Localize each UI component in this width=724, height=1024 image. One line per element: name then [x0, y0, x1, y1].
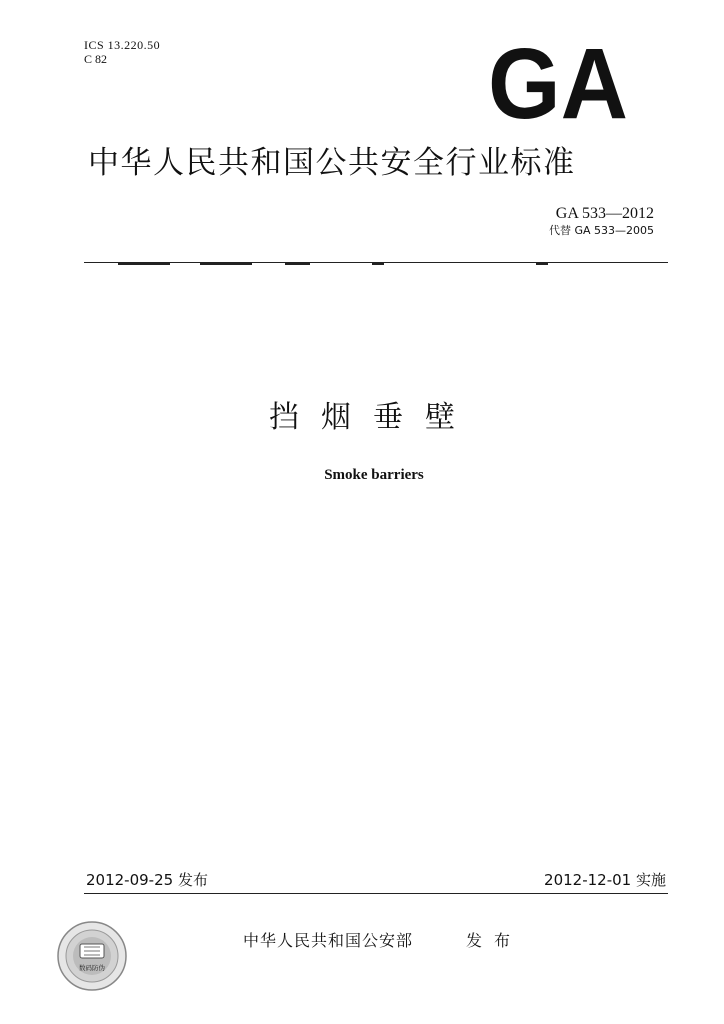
publish-action: 发布 [466, 931, 523, 950]
ga-logo [486, 38, 630, 122]
standard-category-title: 中华人民共和国公共安全行业标准 [88, 145, 576, 181]
ics-code: ICS 13.220.50 [84, 38, 161, 52]
anti-counterfeit-stamp-icon [56, 920, 128, 992]
rule-thick-segment [118, 262, 170, 265]
replaces-standard: 代替 GA 533—2005 [548, 224, 654, 237]
document-title-english: Smoke barriers [324, 467, 424, 483]
issue-date: 2012-09-25 发布 [86, 871, 208, 889]
rule-thick-segment [200, 262, 252, 265]
implementation-date: 2012-12-01 实施 [544, 871, 666, 889]
publisher-name: 中华人民共和国公安部 [243, 931, 414, 950]
rule-thick-segment [536, 262, 548, 265]
rule-thick-segment [372, 262, 384, 265]
standard-number: GA 533—2012 [555, 205, 654, 222]
document-title-chinese: 挡烟垂壁 [269, 400, 477, 435]
classification-code: C 82 [84, 52, 108, 66]
footer-rule [84, 893, 668, 894]
ga-logo-text: GA [488, 38, 628, 122]
rule-thick-segment [285, 262, 310, 265]
stamp-text: 数码防伪 [79, 964, 105, 972]
